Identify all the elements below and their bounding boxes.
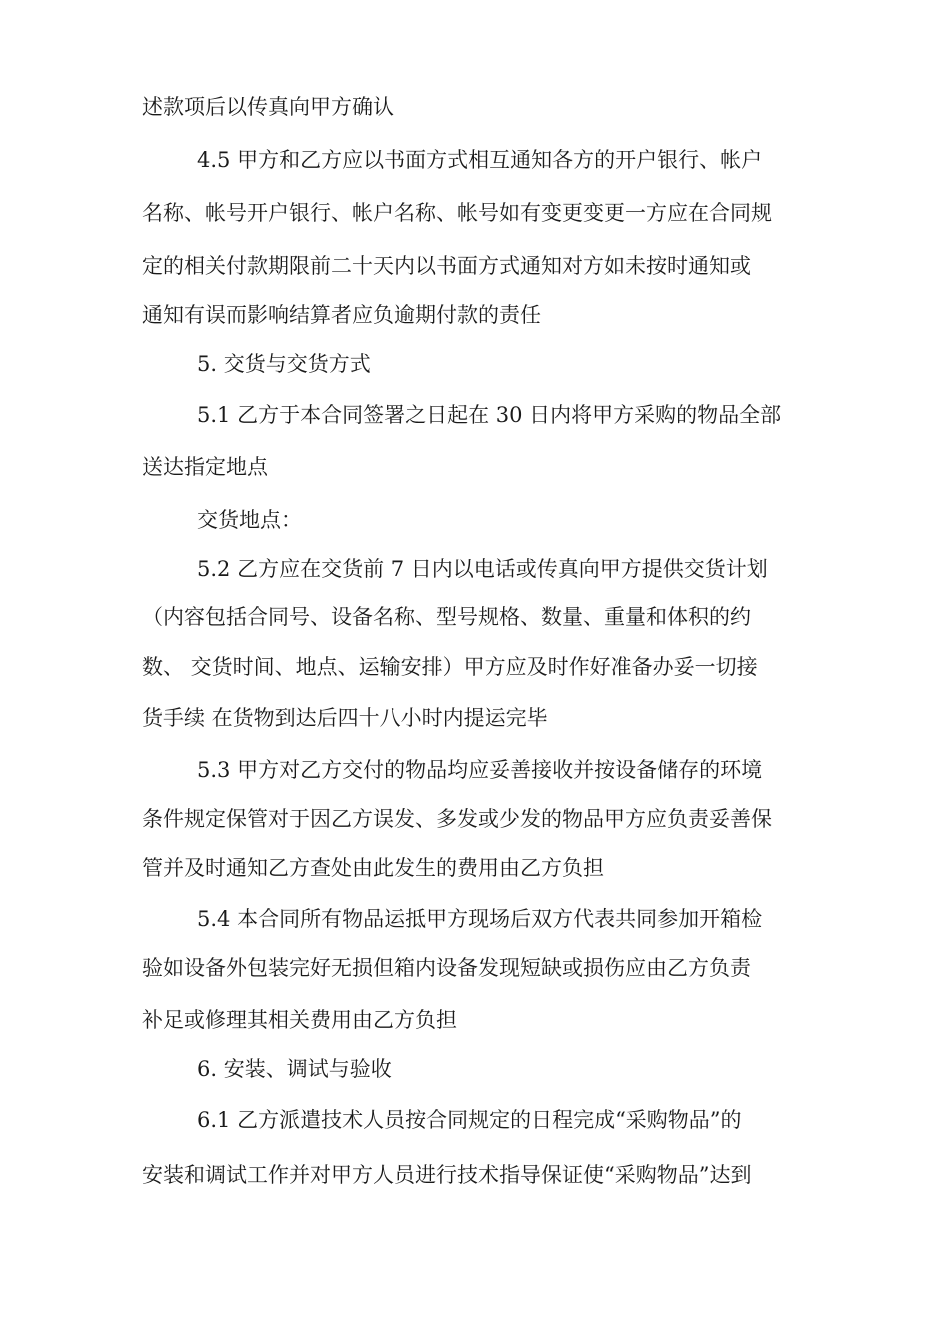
text-line: 补足或修理其相关费用由乙方负担: [142, 1008, 457, 1032]
text-line: 5.2 乙方应在交货前 7 日内以电话或传真向甲方提供交货计划: [197, 557, 768, 581]
text-line: 验如设备外包装完好无损但箱内设备发现短缺或损伤应由乙方负责: [142, 956, 751, 980]
text-line: 述款项后以传真向甲方确认: [142, 95, 394, 119]
text-line: 安装和调试工作并对甲方人员进行技术指导保证使“采购物品”达到: [142, 1163, 752, 1187]
text-line: 交货地点：: [197, 508, 302, 532]
text-line: 条件规定保管对于因乙方误发、多发或少发的物品甲方应负责妥善保: [142, 807, 772, 831]
section-heading: 5. 交货与交货方式: [197, 352, 371, 376]
text-line: （内容包括合同号、设备名称、型号规格、数量、重量和体积的约: [142, 605, 751, 629]
text-line: 送达指定地点: [142, 455, 268, 479]
text-line: 定的相关付款期限前二十天内以书面方式通知对方如未按时通知或: [142, 254, 751, 278]
text-line: 货手续 在货物到达后四十八小时内提运完毕: [142, 706, 548, 730]
text-line: 名称、帐号开户银行、帐户名称、帐号如有变更变更一方应在合同规: [142, 201, 772, 225]
section-heading: 6. 安装、调试与验收: [197, 1057, 392, 1081]
text-line: 5.4 本合同所有物品运抵甲方现场后双方代表共同参加开箱检: [197, 907, 763, 931]
text-line: 4.5 甲方和乙方应以书面方式相互通知各方的开户银行、帐户: [197, 148, 763, 172]
text-line: 6.1 乙方派遣技术人员按合同规定的日程完成“采购物品”的: [197, 1108, 742, 1132]
text-line: 通知有误而影响结算者应负逾期付款的责任: [142, 303, 541, 327]
text-line: 数、 交货时间、地点、运输安排）甲方应及时作好准备办妥一切接: [142, 655, 758, 679]
text-line: 5.3 甲方对乙方交付的物品均应妥善接收并按设备储存的环境: [197, 758, 763, 782]
text-line: 5.1 乙方于本合同签署之日起在 30 日内将甲方采购的物品全部: [197, 403, 782, 427]
text-line: 管并及时通知乙方查处由此发生的费用由乙方负担: [142, 856, 604, 880]
